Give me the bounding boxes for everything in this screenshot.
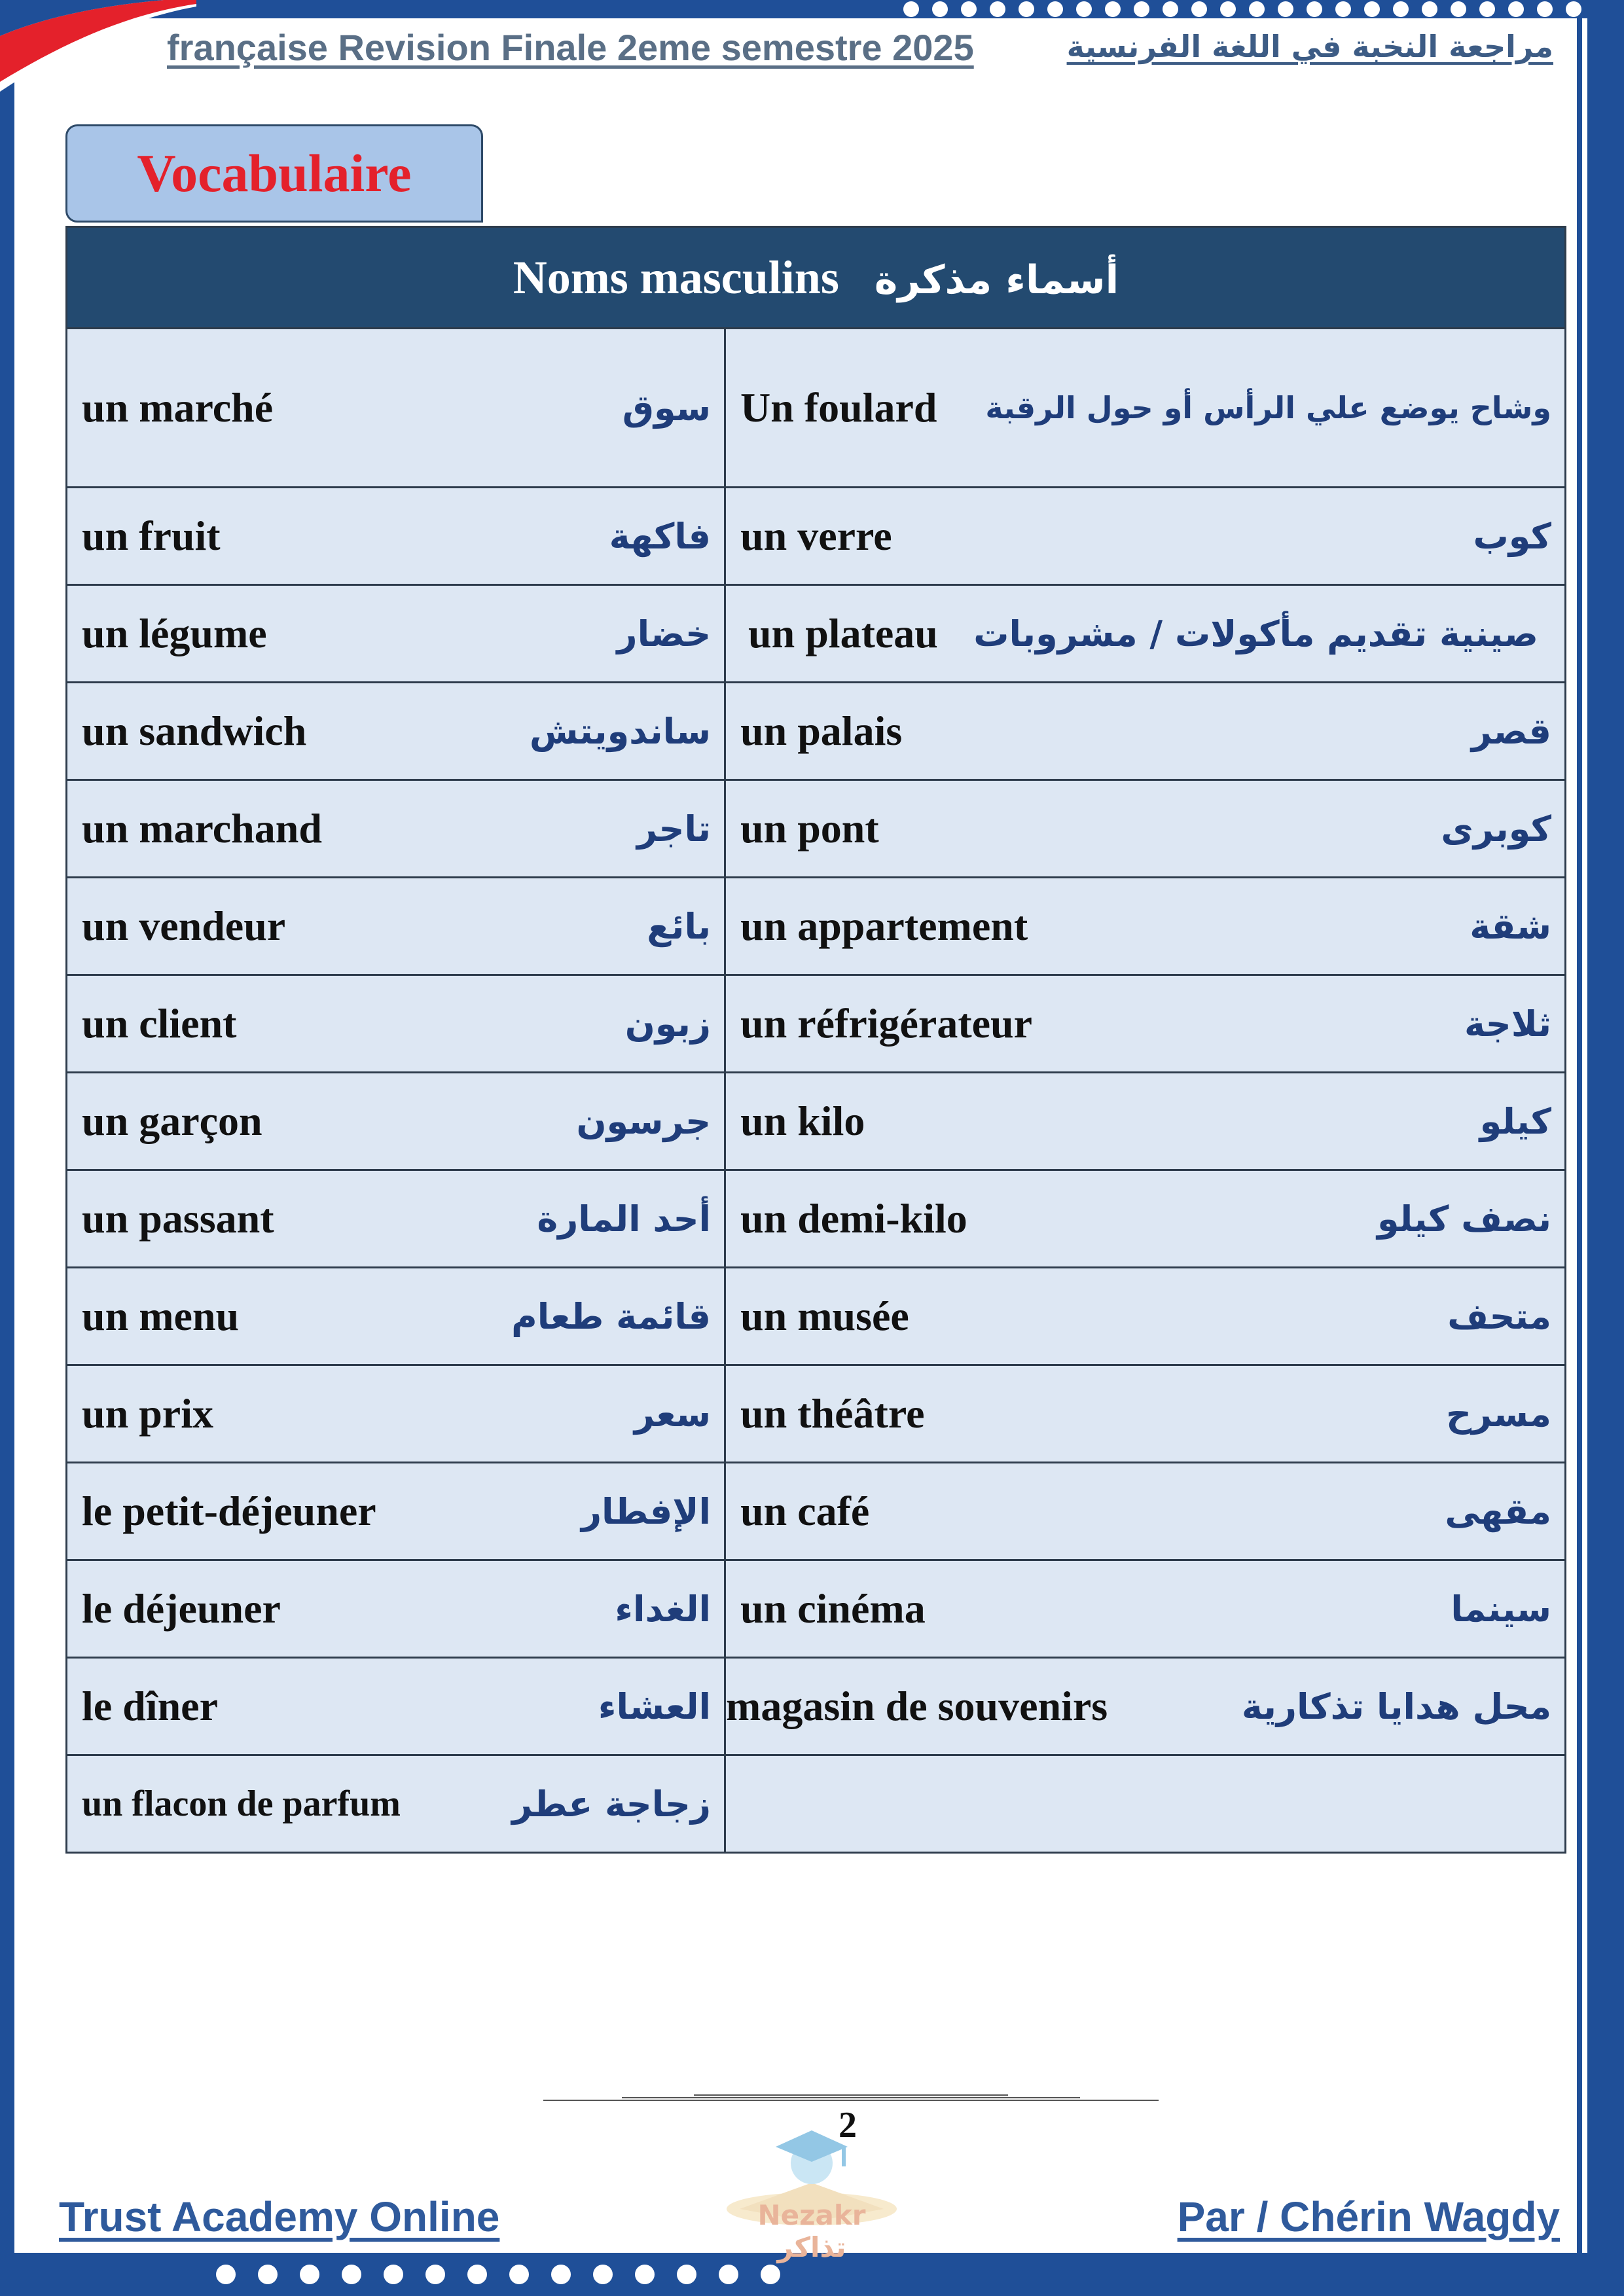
- vocab-cell-left: [67, 1365, 725, 1463]
- word-ar: جرسون: [576, 1100, 711, 1142]
- word-ar: فاكهة: [609, 515, 711, 557]
- word-ar: سوق: [622, 387, 711, 429]
- vocab-cell-left: [67, 329, 725, 488]
- vocab-cell-right: [725, 1560, 1566, 1658]
- word-ar: زبون: [624, 1003, 711, 1045]
- vocab-cell-left: [67, 683, 725, 780]
- word-ar: متحف: [1447, 1295, 1551, 1337]
- table-row: [67, 1268, 1566, 1365]
- word-ar: نصف كيلو: [1377, 1198, 1551, 1240]
- vocab-cell-left: [67, 1463, 725, 1560]
- word-ar: ساندويتش: [529, 710, 711, 752]
- word-fr: magasin de souvenirs: [726, 1683, 1108, 1729]
- dots-bottom: [216, 2258, 780, 2291]
- word-ar: سينما: [1451, 1588, 1551, 1630]
- table-header-row: [67, 227, 1566, 329]
- table-row: [67, 1073, 1566, 1170]
- word-ar: كوب: [1473, 515, 1551, 557]
- vocab-cell-right: [725, 975, 1566, 1073]
- word-fr: un réfrigérateur: [740, 1000, 1033, 1047]
- table-row: [67, 1658, 1566, 1755]
- table-row: [67, 329, 1566, 488]
- vocab-cell-right: [725, 683, 1566, 780]
- table-title: [67, 227, 1566, 329]
- vocab-cell-left: [67, 1560, 725, 1658]
- vocab-cell-right: [725, 878, 1566, 975]
- word-ar: مقهى: [1445, 1490, 1551, 1532]
- table-row: [67, 585, 1566, 683]
- word-fr: un kilo: [740, 1098, 865, 1144]
- word-ar: صينية تقديم مأكولات / مشروبات: [973, 613, 1538, 655]
- table-row: [67, 1170, 1566, 1268]
- section-tab: [65, 124, 483, 223]
- word-fr: un menu: [82, 1293, 240, 1339]
- vocab-cell-left: [67, 1658, 725, 1755]
- vocab-cell-right: [725, 1658, 1566, 1755]
- word-ar: كيلو: [1479, 1100, 1551, 1142]
- table-title-fr: Noms masculins: [513, 251, 839, 304]
- vocab-cell-right: [725, 488, 1566, 585]
- vocab-cell-right: [725, 1755, 1566, 1853]
- vocab-cell-left: [67, 488, 725, 585]
- word-ar: الإفطار: [581, 1490, 711, 1532]
- word-fr: un flacon de parfum: [82, 1784, 401, 1824]
- word-fr: un légume: [82, 610, 267, 656]
- vocab-cell-right: [725, 329, 1566, 488]
- word-fr: un demi-kilo: [740, 1195, 967, 1242]
- vocab-cell-right: [725, 1463, 1566, 1560]
- frame-left: [0, 0, 14, 2296]
- word-ar: خضار: [617, 613, 711, 655]
- word-fr: un garçon: [82, 1098, 262, 1144]
- word-fr: un vendeur: [82, 903, 286, 949]
- word-fr: le dîner: [82, 1683, 218, 1729]
- section-title: Vocabulaire: [137, 143, 412, 203]
- vocab-cell-left: [67, 1073, 725, 1170]
- word-ar: قصر: [1471, 710, 1551, 752]
- table-title-ar: أسماء مذكرة: [874, 257, 1119, 303]
- word-ar: بائع: [647, 905, 711, 947]
- vocab-cell-right: [725, 585, 1566, 683]
- word-fr: un marché: [82, 384, 274, 431]
- word-fr: un cinéma: [740, 1585, 926, 1632]
- table-row: [67, 975, 1566, 1073]
- vocab-cell-right: [725, 780, 1566, 878]
- vocab-cell-right: [725, 1365, 1566, 1463]
- table-row: [67, 488, 1566, 585]
- word-ar: سعر: [634, 1393, 711, 1435]
- word-fr: un marchand: [82, 805, 322, 852]
- word-fr: un prix: [82, 1390, 213, 1437]
- word-ar: تاجر: [636, 808, 711, 850]
- word-ar: الغداء: [615, 1588, 711, 1630]
- word-fr: un appartement: [740, 903, 1028, 949]
- vocab-cell-right: [725, 1170, 1566, 1268]
- vocab-cell-left: [67, 975, 725, 1073]
- word-ar: محل هدايا تذكارية: [1241, 1685, 1551, 1727]
- page-number: 2: [839, 2105, 857, 2145]
- word-ar: مسرح: [1446, 1393, 1551, 1435]
- word-ar: زجاجة عطر: [512, 1783, 711, 1825]
- header-title-ar: مراجعة النخبة في اللغة الفرنسية: [1066, 29, 1553, 64]
- word-fr: un passant: [82, 1195, 274, 1242]
- vocab-cell-left: [67, 1755, 725, 1853]
- frame-right: [1587, 0, 1624, 2296]
- logo-text: Nezakr تذاكر: [757, 2199, 866, 2263]
- vocab-cell-left: [67, 878, 725, 975]
- vocabulary-table: [65, 226, 1566, 1854]
- vocab-cell-left: [67, 780, 725, 878]
- word-fr: un café: [740, 1488, 870, 1534]
- word-fr: un verre: [740, 512, 892, 559]
- table-row: [67, 1560, 1566, 1658]
- table-row: [67, 1463, 1566, 1560]
- word-ar: شقة: [1470, 905, 1551, 947]
- word-fr: un plateau: [748, 610, 938, 656]
- vocab-cell-left: [67, 1170, 725, 1268]
- word-fr: un musée: [740, 1293, 909, 1339]
- table-row: [67, 1365, 1566, 1463]
- word-ar: ثلاجة: [1464, 1003, 1551, 1045]
- word-fr: un palais: [740, 708, 903, 754]
- table-row: [67, 780, 1566, 878]
- dots-top: [903, 0, 1581, 18]
- word-fr: Un foulard: [740, 384, 937, 431]
- frame-inner-line: [1577, 18, 1582, 2253]
- footer-academy-name: Trust Academy Online: [59, 2193, 500, 2240]
- vocab-cell-right: [725, 1073, 1566, 1170]
- word-fr: un fruit: [82, 512, 221, 559]
- word-fr: un client: [82, 1000, 237, 1047]
- word-ar: قائمة طعام: [511, 1295, 711, 1337]
- word-ar: كوبرى: [1441, 808, 1551, 850]
- vocab-cell-left: [67, 585, 725, 683]
- word-fr: un sandwich: [82, 708, 307, 754]
- table-row: [67, 1755, 1566, 1853]
- word-ar: العشاء: [598, 1685, 711, 1727]
- word-fr: un pont: [740, 805, 879, 852]
- footer-divider: [543, 2094, 1159, 2102]
- word-ar: أحد المارة: [537, 1198, 711, 1240]
- table-row: [67, 683, 1566, 780]
- word-fr: le déjeuner: [82, 1585, 281, 1632]
- footer-author: Par / Chérin Wagdy: [1177, 2193, 1560, 2240]
- vocab-cell-left: [67, 1268, 725, 1365]
- vocab-cell-right: [725, 1268, 1566, 1365]
- word-ar: وشاح يوضع علي الرأس أو حول الرقبة: [985, 390, 1551, 425]
- table-row: [67, 878, 1566, 975]
- word-fr: le petit-déjeuner: [82, 1488, 376, 1534]
- word-fr: un théâtre: [740, 1390, 925, 1437]
- header-title-fr: française Revision Finale 2eme semestre 2025: [167, 27, 974, 68]
